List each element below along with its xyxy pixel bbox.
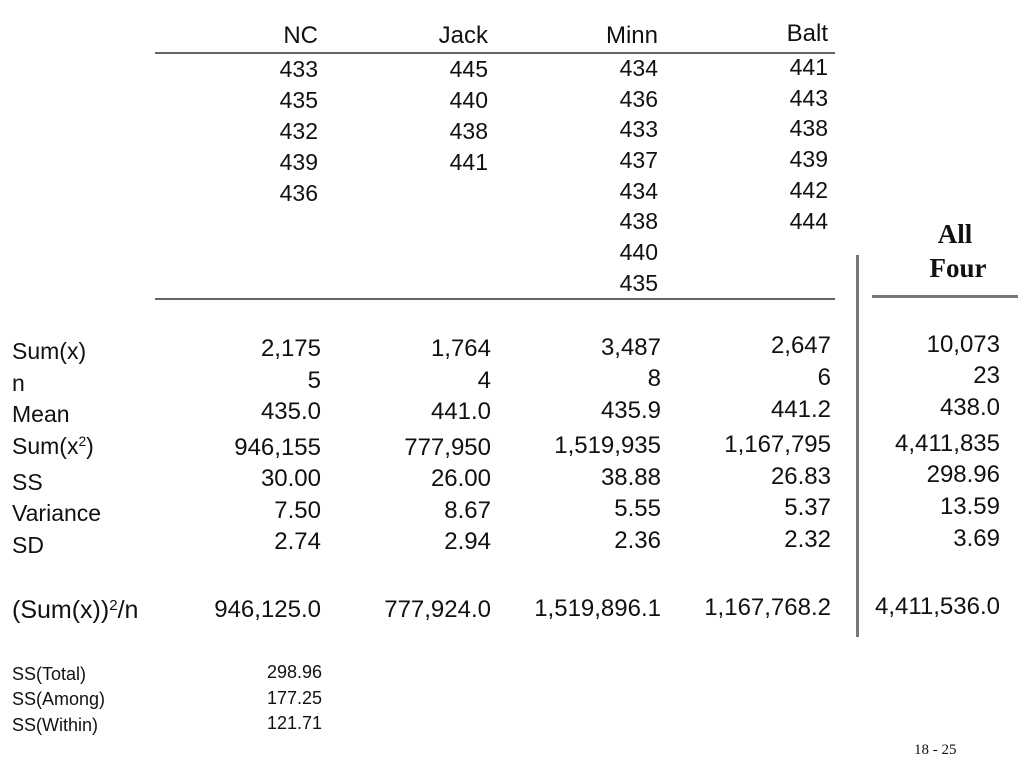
jack-sum-x2: 777,950 (404, 434, 491, 461)
balt-n: 6 (817, 364, 831, 391)
nc-ss: 30.00 (260, 465, 321, 492)
sum-x2-exponent: 2 (78, 434, 87, 450)
ss-within-label: SS(Within) (12, 715, 99, 735)
nc-sd: 2.74 (274, 528, 321, 555)
minn-value: 437 (619, 147, 658, 173)
minn-sumsq-over-n: 1,519,896.1 (534, 595, 661, 622)
minn-value: 433 (619, 116, 658, 142)
nc-sum-x: 2,175 (260, 335, 321, 362)
sumsq-suffix: /n (117, 596, 139, 624)
jack-value: 441 (449, 149, 488, 175)
nc-value: 439 (279, 149, 318, 175)
balt-sumsq-over-n: 1,167,768.2 (704, 594, 831, 621)
jack-mean: 441.0 (430, 398, 491, 425)
row-label-sum-squared-over-n (12, 598, 138, 623)
jack-value: 438 (449, 118, 488, 144)
all-sum-x: 10,073 (926, 331, 1000, 358)
balt-variance: 5.37 (784, 494, 831, 521)
nc-value: 435 (279, 87, 318, 113)
row-label-sd: SD (12, 532, 44, 558)
jack-variance: 8.67 (444, 497, 491, 524)
nc-value: 436 (279, 180, 318, 206)
row-label-ss: SS (12, 469, 43, 495)
minn-ss: 38.88 (600, 464, 661, 491)
nc-mean: 435.0 (260, 398, 321, 425)
ss-within-value: 121.71 (266, 713, 322, 733)
minn-sd: 2.36 (614, 527, 661, 554)
nc-value: 433 (279, 56, 318, 82)
all-four-label-line1: All (937, 219, 973, 249)
all-n: 23 (973, 362, 1000, 389)
sum-x2-close: ) (86, 433, 94, 459)
all-mean: 438.0 (939, 394, 1000, 421)
nc-variance: 7.50 (274, 497, 321, 524)
balt-value: 439 (789, 146, 828, 172)
all-sumsq-over-n: 4,411,536.0 (874, 593, 1000, 620)
minn-sum-x2: 1,519,935 (554, 432, 661, 459)
row-label-sum-x2 (12, 435, 94, 458)
row-label-sum-x: Sum(x) (12, 338, 87, 364)
header-rule (155, 52, 835, 54)
balt-ss: 26.83 (770, 463, 831, 490)
balt-mean: 441.2 (770, 396, 831, 423)
minn-value: 434 (619, 55, 658, 81)
all-sd: 3.69 (953, 525, 1000, 552)
jack-sumsq-over-n: 777,924.0 (384, 596, 491, 623)
minn-sum-x: 3,487 (600, 334, 661, 361)
jack-n: 4 (477, 367, 491, 394)
row-label-mean: Mean (12, 401, 70, 427)
nc-n: 5 (307, 367, 321, 394)
page-number: 18 - 25 (914, 742, 957, 758)
column-header-nc: NC (283, 22, 318, 49)
row-label-variance: Variance (12, 500, 102, 526)
minn-value: 436 (619, 86, 658, 112)
minn-variance: 5.55 (614, 495, 661, 522)
ss-among-value: 177.25 (266, 688, 322, 708)
data-bottom-rule (155, 298, 835, 300)
balt-sum-x2: 1,167,795 (724, 431, 831, 458)
minn-mean: 435.9 (600, 397, 661, 424)
minn-value: 440 (619, 239, 658, 265)
balt-sd: 2.32 (784, 526, 831, 553)
jack-sum-x: 1,764 (430, 335, 491, 362)
jack-value: 445 (449, 56, 488, 82)
ss-total-label: SS(Total) (12, 664, 87, 684)
nc-value: 432 (279, 118, 318, 144)
nc-sum-x2: 946,155 (234, 434, 321, 461)
minn-value: 435 (619, 270, 658, 296)
all-sum-x2: 4,411,835 (895, 430, 1000, 457)
sumsq-exponent: 2 (109, 596, 118, 614)
jack-sd: 2.94 (444, 528, 491, 555)
balt-value: 438 (789, 115, 828, 141)
sumsq-base: (Sum(x)) (12, 596, 110, 624)
minn-n: 8 (647, 365, 661, 392)
column-header-minn: Minn (605, 22, 658, 49)
ss-total-value: 298.96 (266, 662, 322, 682)
nc-sumsq-over-n: 946,125.0 (214, 596, 321, 623)
minn-value: 438 (619, 208, 658, 234)
minn-value: 434 (619, 178, 658, 204)
balt-value: 443 (789, 85, 828, 111)
column-header-jack: Jack (438, 22, 488, 49)
row-label-n: n (12, 370, 25, 396)
all-ss: 298.96 (926, 461, 1000, 488)
jack-ss: 26.00 (430, 465, 491, 492)
column-header-balt: Balt (786, 20, 828, 47)
balt-value: 442 (789, 177, 828, 203)
balt-sum-x: 2,647 (770, 332, 831, 359)
sum-x2-base: Sum(x (12, 433, 79, 459)
all-four-label-line2: Four (929, 253, 987, 283)
balt-value: 441 (789, 54, 828, 80)
all-variance: 13.59 (939, 493, 1000, 520)
balt-value: 444 (789, 208, 828, 234)
all-four-rule (872, 295, 1018, 298)
ss-among-label: SS(Among) (12, 689, 106, 709)
jack-value: 440 (449, 87, 488, 113)
